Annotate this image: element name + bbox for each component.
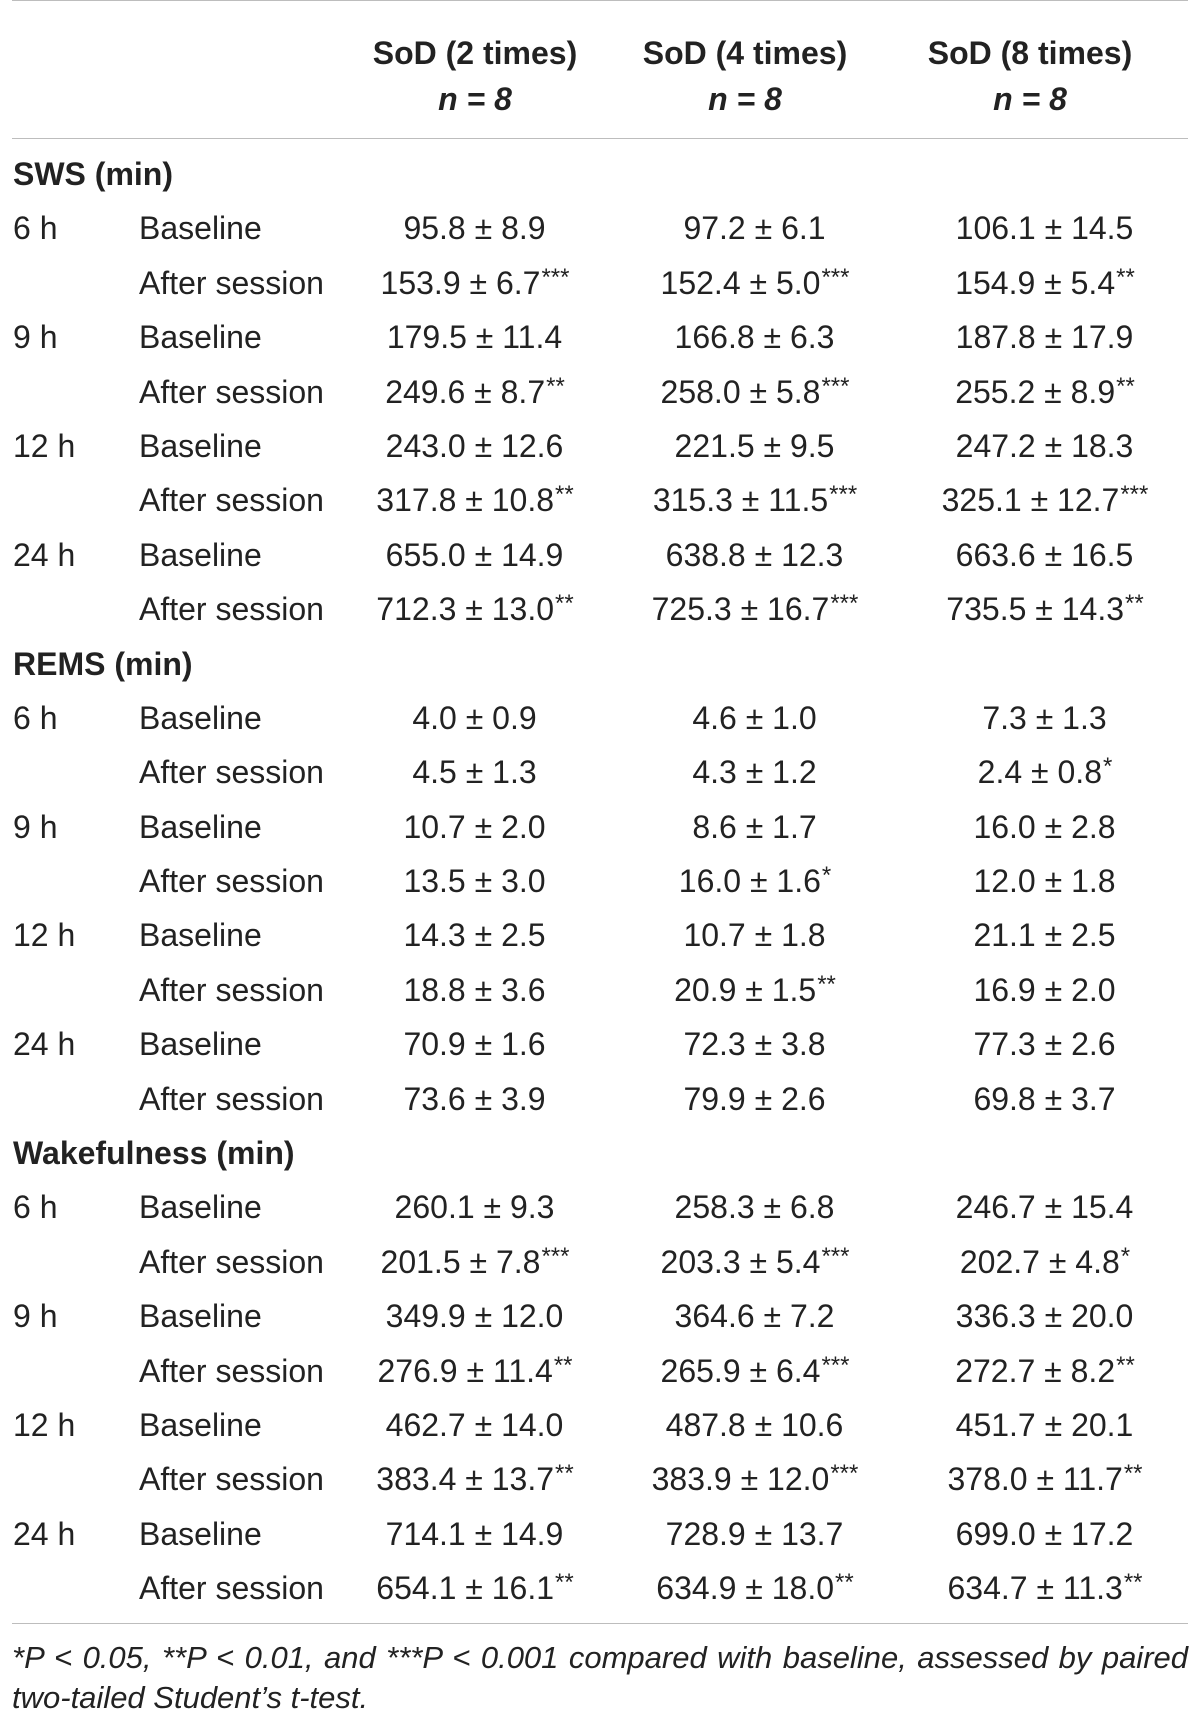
value-cell xyxy=(615,1452,895,1510)
value-cell xyxy=(615,473,895,531)
significance-marker: *** xyxy=(830,590,859,618)
value-cell xyxy=(905,800,1185,858)
value-text: 246.7 ± 15.4 xyxy=(955,1189,1134,1226)
value-text: 187.8 ± 17.9 xyxy=(955,319,1134,356)
time-cell: 6 h xyxy=(13,210,58,247)
value-cell xyxy=(615,854,895,912)
column-header-title: SoD (2 times) xyxy=(372,35,578,71)
condition-cell: Baseline xyxy=(139,808,262,845)
condition-cell: After session xyxy=(139,1461,324,1498)
value-text: 7.3 ± 1.3 xyxy=(982,699,1107,736)
column-header-title: SoD (8 times) xyxy=(927,35,1133,71)
value-text: 12.0 ± 1.8 xyxy=(973,863,1116,900)
value-text: 4.5 ± 1.3 xyxy=(412,754,537,791)
value-text: 203.3 ± 5.4 xyxy=(660,1243,821,1280)
value-cell xyxy=(905,908,1185,966)
value-text: 634.9 ± 18.0 xyxy=(656,1570,834,1607)
value-cell xyxy=(330,745,620,803)
significance-marker: ** xyxy=(1116,372,1135,400)
table-row xyxy=(0,473,1200,527)
value-text: 325.1 ± 12.7 xyxy=(941,482,1120,519)
value-text: 21.1 ± 2.5 xyxy=(973,917,1116,954)
value-text: 8.6 ± 1.7 xyxy=(692,808,817,845)
significance-marker: ** xyxy=(1123,1569,1143,1597)
condition-cell: Baseline xyxy=(139,1298,262,1335)
table-row xyxy=(0,201,1200,255)
table-row xyxy=(0,1344,1200,1398)
value-cell xyxy=(905,1289,1185,1347)
significance-marker: ** xyxy=(555,481,574,509)
value-text: 79.9 ± 2.6 xyxy=(683,1080,826,1117)
value-cell xyxy=(330,1344,620,1402)
column-header-sod-8 xyxy=(880,30,1180,122)
value-text: 179.5 ± 11.4 xyxy=(386,319,563,356)
table-row xyxy=(0,745,1200,799)
condition-cell: Baseline xyxy=(139,1406,262,1443)
significance-marker: *** xyxy=(1120,481,1149,509)
value-text: 364.6 ± 7.2 xyxy=(674,1298,835,1335)
value-cell xyxy=(330,1017,620,1075)
value-cell xyxy=(615,691,895,749)
value-cell xyxy=(330,1289,620,1347)
value-text: 634.7 ± 11.3 xyxy=(947,1570,1123,1607)
value-cell xyxy=(330,1072,620,1130)
value-text: 4.0 ± 0.9 xyxy=(412,699,537,736)
table-row xyxy=(0,1180,1200,1234)
value-cell xyxy=(615,1344,895,1402)
condition-cell: After session xyxy=(139,971,324,1008)
time-cell: 9 h xyxy=(13,808,58,845)
significance-marker: *** xyxy=(821,1242,850,1270)
footnote: *P < 0.05, **P < 0.01, and ***P < 0.001 compared with baseline, assessed by paired two-tailed Student’s t-test. xyxy=(12,1640,1188,1715)
table-row xyxy=(0,1235,1200,1289)
value-text: 462.7 ± 14.0 xyxy=(385,1406,564,1443)
table-row xyxy=(0,419,1200,473)
significance-marker: *** xyxy=(821,1351,850,1379)
condition-cell: After session xyxy=(139,1570,324,1607)
value-cell xyxy=(330,691,620,749)
value-cell xyxy=(905,1072,1185,1130)
value-text: 336.3 ± 20.0 xyxy=(955,1298,1134,1335)
table-row xyxy=(0,800,1200,854)
value-cell xyxy=(615,1235,895,1293)
value-text: 14.3 ± 2.5 xyxy=(403,917,546,954)
value-text: 95.8 ± 8.9 xyxy=(403,210,546,247)
value-cell xyxy=(615,419,895,477)
header-rule xyxy=(12,138,1188,139)
value-text: 725.3 ± 16.7 xyxy=(651,591,830,628)
value-cell xyxy=(905,419,1185,477)
table-row xyxy=(0,1017,1200,1071)
significance-marker: * xyxy=(821,862,832,890)
significance-marker: ** xyxy=(555,590,574,618)
value-cell xyxy=(615,582,895,640)
value-text: 10.7 ± 2.0 xyxy=(403,808,546,845)
value-cell xyxy=(330,1561,620,1619)
value-text: 249.6 ± 8.7 xyxy=(385,373,546,410)
value-text: 13.5 ± 3.0 xyxy=(403,863,546,900)
table-body xyxy=(0,147,1200,1616)
value-cell xyxy=(905,1017,1185,1075)
value-cell xyxy=(905,256,1185,314)
condition-cell: After session xyxy=(139,1352,324,1389)
condition-cell: After session xyxy=(139,863,324,900)
section-title: REMS (min) xyxy=(13,645,193,682)
section-header-row xyxy=(0,637,1200,691)
value-cell xyxy=(905,1507,1185,1565)
value-cell xyxy=(905,745,1185,803)
value-cell xyxy=(905,201,1185,259)
value-cell xyxy=(330,1235,620,1293)
value-cell xyxy=(330,1180,620,1238)
condition-cell: After session xyxy=(139,591,324,628)
significance-marker: ** xyxy=(817,970,836,998)
significance-marker: ** xyxy=(546,372,565,400)
time-cell: 9 h xyxy=(13,319,58,356)
condition-cell: Baseline xyxy=(139,699,262,736)
value-cell xyxy=(330,1452,620,1510)
significance-marker: *** xyxy=(821,372,850,400)
value-text: 153.9 ± 6.7 xyxy=(380,264,541,301)
value-text: 247.2 ± 18.3 xyxy=(955,427,1134,464)
condition-cell: Baseline xyxy=(139,536,262,573)
column-header-n: n = 8 xyxy=(993,81,1067,117)
time-cell: 24 h xyxy=(13,1515,76,1552)
value-cell xyxy=(905,1344,1185,1402)
significance-marker: ** xyxy=(555,1569,574,1597)
value-text: 152.4 ± 5.0 xyxy=(660,264,821,301)
value-text: 638.8 ± 12.3 xyxy=(665,536,844,573)
value-cell xyxy=(330,908,620,966)
condition-cell: After session xyxy=(139,1243,324,1280)
value-cell xyxy=(905,854,1185,912)
value-cell xyxy=(615,1507,895,1565)
value-cell xyxy=(330,854,620,912)
value-text: 315.3 ± 11.5 xyxy=(652,482,829,519)
condition-cell: After session xyxy=(139,482,324,519)
value-text: 735.5 ± 14.3 xyxy=(946,591,1124,628)
section-header-row xyxy=(0,147,1200,201)
value-text: 202.7 ± 4.8 xyxy=(959,1243,1120,1280)
value-cell xyxy=(330,365,620,423)
significance-marker: ** xyxy=(553,1351,573,1379)
condition-cell: After session xyxy=(139,754,324,791)
value-text: 97.2 ± 6.1 xyxy=(683,210,826,247)
significance-marker: ** xyxy=(1123,1460,1143,1488)
value-cell xyxy=(615,908,895,966)
value-text: 201.5 ± 7.8 xyxy=(380,1243,541,1280)
condition-cell: After session xyxy=(139,373,324,410)
value-cell xyxy=(330,582,620,640)
value-text: 4.6 ± 1.0 xyxy=(692,699,817,736)
table-row xyxy=(0,1507,1200,1561)
value-cell xyxy=(905,1561,1185,1619)
value-text: 16.0 ± 2.8 xyxy=(973,808,1116,845)
time-cell: 12 h xyxy=(13,1406,76,1443)
table-row xyxy=(0,1398,1200,1452)
value-cell xyxy=(330,800,620,858)
value-text: 255.2 ± 8.9 xyxy=(955,373,1116,410)
column-header-title: SoD (4 times) xyxy=(642,35,848,71)
time-cell: 9 h xyxy=(13,1298,58,1335)
value-text: 4.3 ± 1.2 xyxy=(692,754,817,791)
significance-marker: * xyxy=(1120,1242,1131,1270)
value-text: 154.9 ± 5.4 xyxy=(955,264,1116,301)
value-cell xyxy=(905,1235,1185,1293)
value-text: 383.4 ± 13.7 xyxy=(376,1461,554,1498)
value-text: 258.3 ± 6.8 xyxy=(674,1189,835,1226)
value-text: 72.3 ± 3.8 xyxy=(683,1026,826,1063)
value-cell xyxy=(905,473,1185,531)
column-header-n: n = 8 xyxy=(438,81,512,117)
value-cell xyxy=(615,1561,895,1619)
value-cell xyxy=(330,528,620,586)
value-text: 16.0 ± 1.6 xyxy=(678,863,821,900)
condition-cell: After session xyxy=(139,1080,324,1117)
significance-marker: ** xyxy=(1116,263,1135,291)
value-text: 221.5 ± 9.5 xyxy=(674,427,835,464)
time-cell: 6 h xyxy=(13,699,58,736)
section-title: SWS (min) xyxy=(13,156,173,192)
value-text: 487.8 ± 10.6 xyxy=(665,1406,844,1443)
value-cell xyxy=(905,365,1185,423)
table-row xyxy=(0,256,1200,310)
value-cell xyxy=(615,1289,895,1347)
value-text: 699.0 ± 17.2 xyxy=(955,1515,1134,1552)
value-text: 349.9 ± 12.0 xyxy=(385,1298,564,1335)
value-text: 2.4 ± 0.8 xyxy=(977,754,1102,791)
time-cell: 24 h xyxy=(13,1026,76,1063)
condition-cell: Baseline xyxy=(139,1026,262,1063)
value-cell xyxy=(615,1017,895,1075)
table-row xyxy=(0,1289,1200,1343)
significance-marker: *** xyxy=(829,481,858,509)
value-text: 663.6 ± 16.5 xyxy=(955,536,1134,573)
significance-marker: * xyxy=(1102,753,1113,781)
value-text: 106.1 ± 14.5 xyxy=(955,210,1134,247)
value-cell xyxy=(330,256,620,314)
value-text: 714.1 ± 14.9 xyxy=(385,1515,564,1552)
condition-cell: Baseline xyxy=(139,1515,262,1552)
value-text: 10.7 ± 1.8 xyxy=(683,917,826,954)
value-text: 258.0 ± 5.8 xyxy=(660,373,821,410)
value-text: 16.9 ± 2.0 xyxy=(973,971,1116,1008)
significance-marker: ** xyxy=(555,1460,574,1488)
value-text: 654.1 ± 16.1 xyxy=(376,1570,554,1607)
value-cell xyxy=(615,1398,895,1456)
value-cell xyxy=(615,256,895,314)
table-row xyxy=(0,310,1200,364)
value-cell xyxy=(330,419,620,477)
value-cell xyxy=(615,1180,895,1238)
value-cell xyxy=(615,800,895,858)
significance-marker: *** xyxy=(830,1460,859,1488)
value-cell xyxy=(330,473,620,531)
significance-marker: ** xyxy=(835,1569,854,1597)
bottom-rule xyxy=(12,1623,1188,1624)
value-text: 728.9 ± 13.7 xyxy=(665,1515,844,1552)
section-title: Wakefulness (min) xyxy=(13,1135,295,1172)
table-row xyxy=(0,963,1200,1017)
table-row xyxy=(0,365,1200,419)
value-text: 378.0 ± 11.7 xyxy=(947,1461,1123,1498)
significance-marker: *** xyxy=(541,263,570,291)
value-text: 276.9 ± 11.4 xyxy=(377,1352,553,1389)
table-row xyxy=(0,528,1200,582)
value-text: 260.1 ± 9.3 xyxy=(394,1189,555,1226)
condition-cell: Baseline xyxy=(139,917,262,954)
value-text: 243.0 ± 12.6 xyxy=(385,427,564,464)
significance-marker: *** xyxy=(821,263,850,291)
value-cell xyxy=(905,528,1185,586)
value-text: 73.6 ± 3.9 xyxy=(403,1080,546,1117)
column-header-sod-4 xyxy=(605,30,885,122)
value-text: 20.9 ± 1.5 xyxy=(674,971,817,1008)
table-row xyxy=(0,1072,1200,1126)
time-cell: 12 h xyxy=(13,917,76,954)
value-text: 166.8 ± 6.3 xyxy=(674,319,835,356)
value-cell xyxy=(905,310,1185,368)
value-text: 77.3 ± 2.6 xyxy=(973,1026,1116,1063)
value-cell xyxy=(330,1507,620,1565)
time-cell: 6 h xyxy=(13,1189,58,1226)
value-cell xyxy=(905,691,1185,749)
value-text: 383.9 ± 12.0 xyxy=(651,1461,830,1498)
value-text: 655.0 ± 14.9 xyxy=(385,536,564,573)
value-cell xyxy=(905,1452,1185,1510)
condition-cell: Baseline xyxy=(139,210,262,247)
time-cell: 24 h xyxy=(13,536,76,573)
value-cell xyxy=(905,1180,1185,1238)
table-row xyxy=(0,854,1200,908)
value-text: 70.9 ± 1.6 xyxy=(403,1026,546,1063)
condition-cell: Baseline xyxy=(139,427,262,464)
time-cell: 12 h xyxy=(13,427,76,464)
significance-marker: ** xyxy=(1116,1351,1135,1379)
column-header-n: n = 8 xyxy=(708,81,782,117)
value-cell xyxy=(330,310,620,368)
value-text: 317.8 ± 10.8 xyxy=(376,482,554,519)
table-row xyxy=(0,1561,1200,1615)
top-rule xyxy=(12,0,1188,1)
value-cell xyxy=(330,201,620,259)
significance-marker: ** xyxy=(1125,590,1144,618)
value-cell xyxy=(905,963,1185,1021)
significance-marker: *** xyxy=(541,1242,570,1270)
value-cell xyxy=(330,1398,620,1456)
value-cell xyxy=(615,365,895,423)
value-cell xyxy=(330,963,620,1021)
value-text: 265.9 ± 6.4 xyxy=(660,1352,821,1389)
condition-cell: Baseline xyxy=(139,1189,262,1226)
value-cell xyxy=(615,528,895,586)
table-row xyxy=(0,691,1200,745)
value-cell xyxy=(905,582,1185,640)
value-cell xyxy=(615,745,895,803)
value-cell xyxy=(615,201,895,259)
column-header-sod-2 xyxy=(335,30,615,122)
value-text: 18.8 ± 3.6 xyxy=(403,971,546,1008)
value-text: 712.3 ± 13.0 xyxy=(376,591,554,628)
value-cell xyxy=(615,310,895,368)
table-row xyxy=(0,908,1200,962)
condition-cell: After session xyxy=(139,264,324,301)
section-header-row xyxy=(0,1126,1200,1180)
value-text: 272.7 ± 8.2 xyxy=(955,1352,1116,1389)
value-cell xyxy=(615,963,895,1021)
value-cell xyxy=(905,1398,1185,1456)
value-text: 451.7 ± 20.1 xyxy=(955,1406,1134,1443)
value-cell xyxy=(615,1072,895,1130)
value-text: 69.8 ± 3.7 xyxy=(973,1080,1116,1117)
table-row xyxy=(0,1452,1200,1506)
table-row xyxy=(0,582,1200,636)
condition-cell: Baseline xyxy=(139,319,262,356)
